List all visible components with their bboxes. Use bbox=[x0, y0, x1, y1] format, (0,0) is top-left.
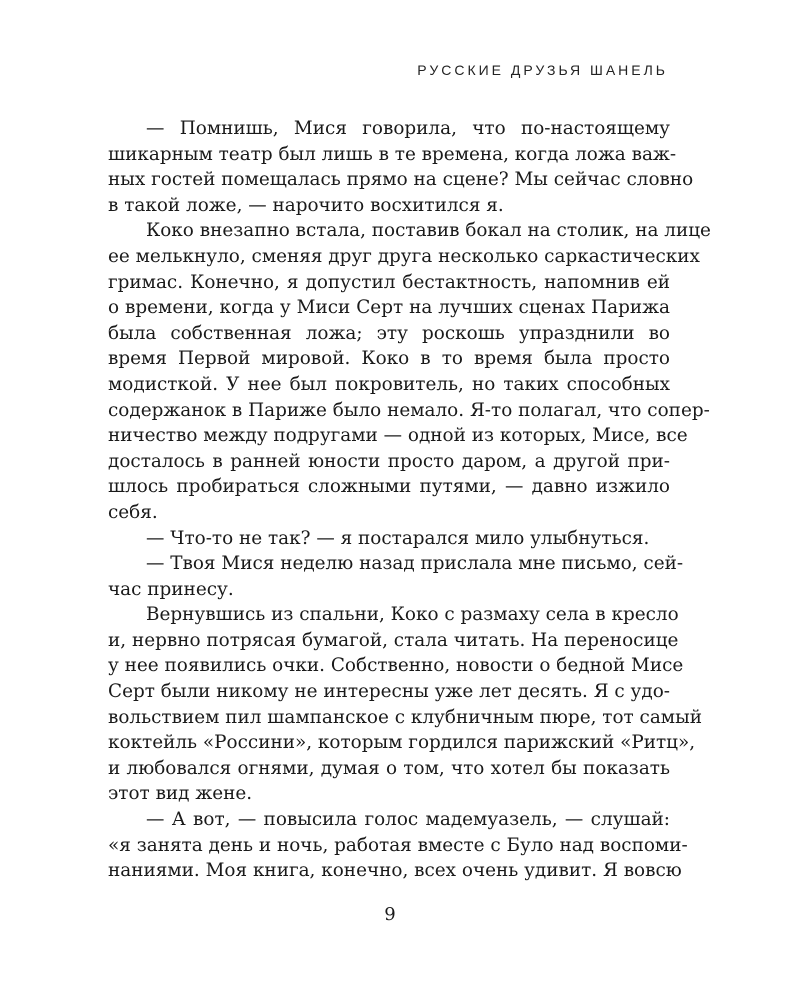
text-line: и, нервно потрясая бумагой, стала читать. На переносице bbox=[108, 629, 679, 651]
text-line: гримас. Конечно, я допустил бестактность, напомнив ей bbox=[108, 271, 670, 293]
text-line: час принесу. bbox=[108, 578, 234, 600]
text-line: Вернувшись из спальни, Коко с размаху села в кресло bbox=[146, 604, 679, 626]
text-line: этот вид жене. bbox=[108, 783, 253, 805]
text-line: — Помнишь, Мися говорила, что по-настоящему bbox=[146, 118, 670, 139]
text-line: модисткой. У нее был покровитель, но таких способных bbox=[108, 373, 670, 395]
text-line: «я занята день и ночь, работая вместе с Було над воспоми- bbox=[108, 834, 688, 856]
text-line: шикарным театр был лишь в те времена, когда ложа важ- bbox=[108, 143, 677, 165]
text-line: ничество между подругами — одной из которых, Мисе, все bbox=[108, 425, 688, 447]
text-line: коктейль «Россини», которым гордился парижский «Ритц», bbox=[108, 732, 696, 754]
text-line: ее мелькнуло, сменяя друг друга несколько саркастических bbox=[108, 245, 700, 267]
text-line: была собственная ложа; эту роскошь упразднили во bbox=[108, 322, 670, 344]
text-line: — Твоя Мися неделю назад прислала мне письмо, сей- bbox=[146, 553, 684, 575]
text-line: и любовался огнями, думая о том, что хотел бы показать bbox=[108, 757, 670, 779]
text-line: себя. bbox=[108, 501, 158, 523]
running-head: РУССКИЕ ДРУЗЬЯ ШАНЕЛЬ bbox=[417, 62, 668, 78]
text-line: — Что-то не так? — я постарался мило улыбнуться. bbox=[146, 527, 650, 549]
text-line: вольствием пил шампанское с клубничным пюре, тот самый bbox=[108, 706, 703, 728]
text-line: наниями. Моя книга, конечно, всех очень удивит. Я вовсю bbox=[108, 860, 682, 882]
text-line: ных гостей помещалась прямо на сцене? Мы сейчас словно bbox=[108, 169, 694, 191]
text-line: — А вот, — повысила голос мадемуазель, — слушай: bbox=[146, 809, 670, 831]
text-line: о времени, когда у Миси Серт на лучших сценах Парижа bbox=[108, 297, 670, 319]
text-line: у нее появились очки. Собственно, новости о бедной Мисе bbox=[108, 655, 684, 677]
text-line: содержанок в Париже было немало. Я-то полагал, что сопер- bbox=[108, 399, 710, 421]
text-line: шлось пробираться сложными путями, — давно изжило bbox=[108, 476, 670, 498]
text-line: в такой ложе, — нарочито восхитился я. bbox=[108, 194, 504, 216]
page-number: 9 bbox=[384, 904, 396, 925]
body-text bbox=[108, 116, 711, 884]
text-line: досталось в ранней юности просто даром, а другой при- bbox=[108, 450, 670, 472]
text-line: время Первой мировой. Коко в то время была просто bbox=[108, 348, 670, 370]
text-line: Коко внезапно встала, поставив бокал на столик, на лице bbox=[146, 220, 711, 242]
text-line: Серт были никому не интересны уже лет десять. Я с удо- bbox=[108, 681, 670, 703]
